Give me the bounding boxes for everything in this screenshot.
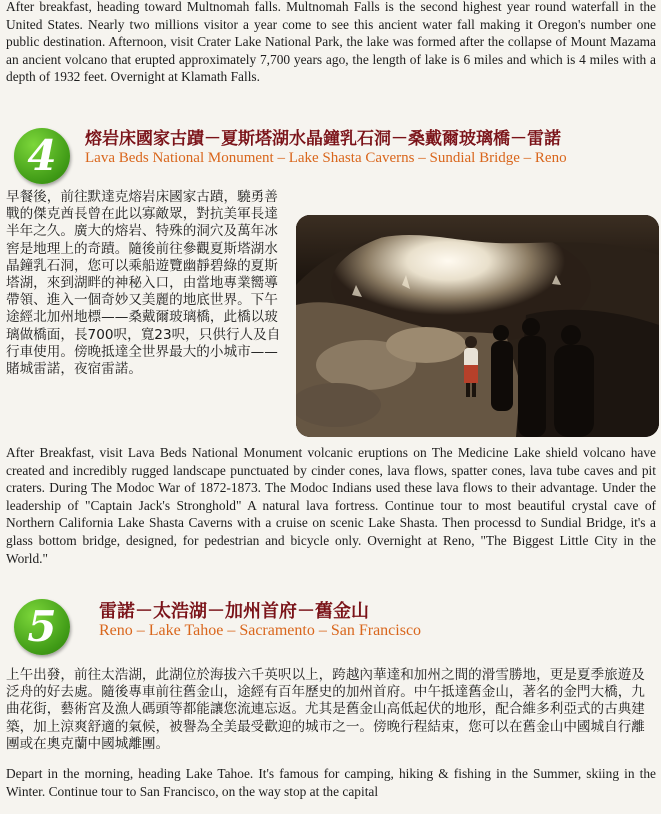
- day-4-badge: 4: [14, 128, 70, 184]
- day-5-title-en: Reno – Lake Tahoe – Sacramento – San Francisco: [99, 622, 422, 639]
- cave-photo: [296, 215, 659, 437]
- day-4-description-en: After Breakfast, visit Lava Beds National Monument volcanic eruptions on The Medicine Lake shield volcano have created and incredibly rugged landscape punctuated by cinder cones, lava flows, spatter cones, lava tube caves and pit craters. During The Modoc War of 1872-1873. The Modoc Indians used these lava flows to their advantage. Under the leadership of "Captain Jack's Stronghold" A natural lava fortress. Continue tour to most beautiful crystal cave of Northern California Lake Shasta Caverns with a cruise on scenic Lake Shasta. Then processd to Sundial Bridge, it's a glass bottom bridge, designed, for pedestrian and bicycle only. Overnight at Reno, "The Biggest Little City in the World.": [6, 445, 656, 566]
- day-5-description-en: Depart in the morning, heading Lake Tahoe. It's famous for camping, hiking & fishing in the Summer, skiing in the Winter. Continue tour to San Francisco, on the way stop at the capital: [6, 766, 656, 799]
- day-4-description-zh: 早餐後，前往默達克熔岩床國家古蹟，驍勇善戰的傑克酋長曾在此以寡敵眾，對抗美軍長達半年之久。廣大的熔岩、特殊的洞穴及萬年冰窖是地理上的奇蹟。隨後前往參觀夏斯塔湖水晶鐘乳石洞，您可以乘船遊覽幽靜碧綠的夏斯塔湖，來到湖畔的神秘入口，由當地專業嚮導帶領、進入一個奇妙又美麗的地底世界。下午途經北加州地標——桑戴爾玻璃橋，此橋以玻璃做橋面，長700呎，寬23呎，只供行人及自行車使用。傍晚抵達全世界最大的小城市——賭城雷諾，夜宿雷諾。: [6, 189, 281, 378]
- day-4-title-en: Lava Beds National Monument – Lake Shasta Caverns – Sundial Bridge – Reno: [85, 150, 567, 166]
- day-4-title-zh: 熔岩床國家古蹟－夏斯塔湖水晶鐘乳石洞－桑戴爾玻璃橋－雷諾: [85, 129, 561, 149]
- intro-paragraph: After breakfast, heading toward Multnomah falls. Multnomah Falls is the second highest year round waterfall in the United States. Nearly two millions visitor a year come to see this ancient water fall making it Oregon's number one public destination. Afternoon, visit Crater Lake National Park, the lake was formed after the collapse of Mount Mazama an ancient volcano that erupted approximately 7,700 years ago, the length of lake is 6 miles and which is 4 miles with a depth of 1932 feet. Overnight at Klamath Falls.: [6, 0, 656, 85]
- cave-photo-image: [296, 215, 659, 437]
- day-5-badge: 5: [14, 599, 70, 655]
- day-5-title-zh: 雷諾－太浩湖－加州首府－舊金山: [99, 601, 369, 622]
- day-5-description-zh: 上午出發，前往太浩湖，此湖位於海拔六千英呎以上，跨越內華達和加州之間的滑雪勝地，更是夏季旅遊及泛舟的好去處。隨後專車前往舊金山，途經有百年歷史的加州首府。中午抵達舊金山，著名的金門大橋，九曲花街，藝術宮及漁人碼頭等都能讓您流連忘返。尤其是舊金山高低起伏的地形，配合維多利亞式的古典建築，加上涼爽舒適的氣候，被譽為全美最受歡迎的城市之一。傍晚行程結束，您可以在舊金山中國城自行離團或在奧克蘭中國城離團。: [6, 667, 645, 752]
